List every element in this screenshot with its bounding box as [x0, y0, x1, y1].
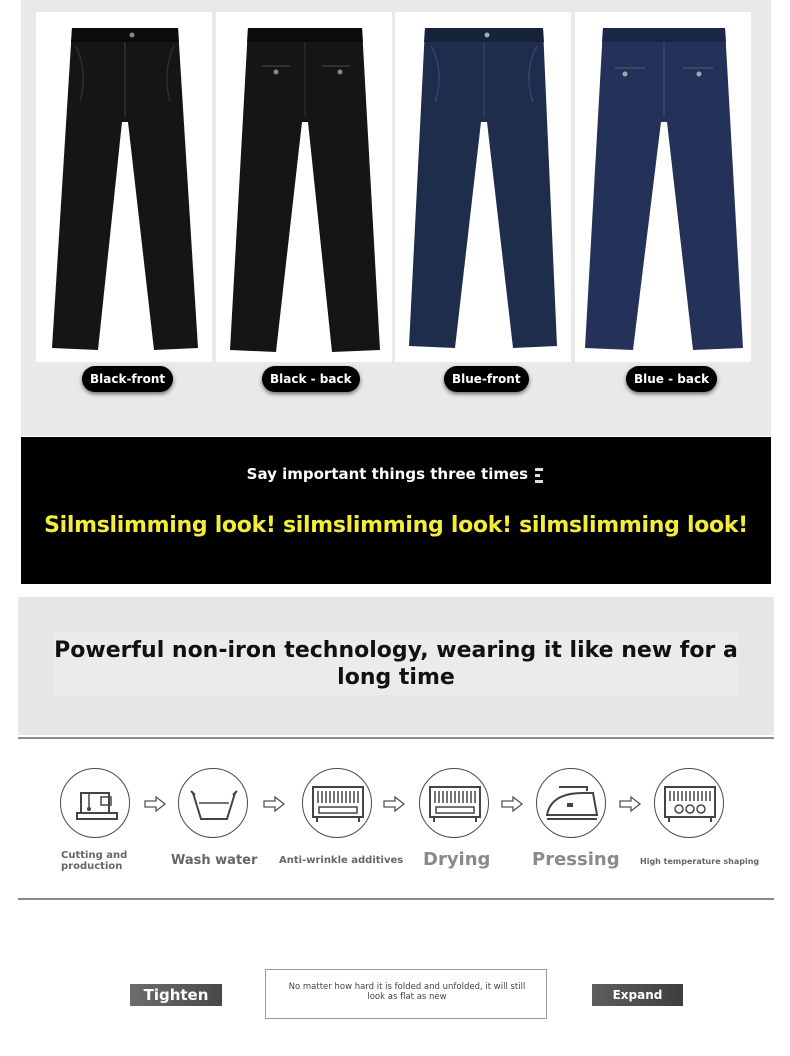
arrow-right-icon: [618, 795, 642, 813]
additive-machine-icon: [302, 768, 372, 838]
arrow-right-icon: [500, 795, 524, 813]
divider-bottom: [18, 898, 774, 900]
product-card-blue-back[interactable]: [575, 12, 751, 362]
tighten-label: Tighten: [130, 984, 222, 1006]
label-blue-front: Blue-front: [444, 366, 529, 392]
step-label-cutting: Cutting and production: [61, 850, 128, 872]
banner-subtitle: Say important things three times: [21, 465, 771, 484]
arrow-right-icon: [382, 795, 406, 813]
iron-icon: [536, 768, 606, 838]
product-gallery: [21, 0, 771, 436]
emphasis-marks-icon: [533, 466, 545, 484]
noniron-section: [18, 597, 774, 735]
wash-basin-icon: [178, 768, 248, 838]
sewing-machine-icon: [60, 768, 130, 838]
arrow-right-icon: [262, 795, 286, 813]
label-black-front: Black-front: [82, 366, 173, 392]
drying-machine-icon: [419, 768, 489, 838]
product-card-black-front[interactable]: [36, 12, 212, 362]
step-label-drying: Drying: [423, 849, 491, 870]
shaping-machine-icon: [654, 768, 724, 838]
product-card-blue-front[interactable]: [395, 12, 571, 362]
step-label-shaping: High temperature shaping: [640, 857, 760, 866]
flat-note-box: [265, 969, 547, 1019]
noniron-title: Powerful non-iron technology, wearing it like new for a long time: [54, 638, 738, 690]
expand-label: Expand: [592, 984, 683, 1006]
trousers-image: [216, 12, 392, 362]
divider-top: [18, 737, 774, 739]
noniron-panel: [54, 633, 738, 695]
step-label-additives: Anti-wrinkle additives: [279, 855, 404, 866]
step-label-pressing: Pressing: [532, 849, 620, 870]
flat-note-text: No matter how hard it is folded and unfolded, it will still look as flat as new: [288, 982, 526, 1002]
product-card-black-back[interactable]: [216, 12, 392, 362]
trousers-image: [575, 12, 751, 362]
slimming-banner: [21, 437, 771, 584]
banner-headline: Silmslimming look! silmslimming look! silmslimming look!: [44, 513, 748, 538]
label-black-back: Black - back: [262, 366, 360, 392]
step-label-wash: Wash water: [171, 853, 258, 868]
trousers-image: [395, 12, 571, 362]
arrow-right-icon: [143, 795, 167, 813]
label-blue-back: Blue - back: [626, 366, 717, 392]
trousers-image: [36, 12, 212, 362]
